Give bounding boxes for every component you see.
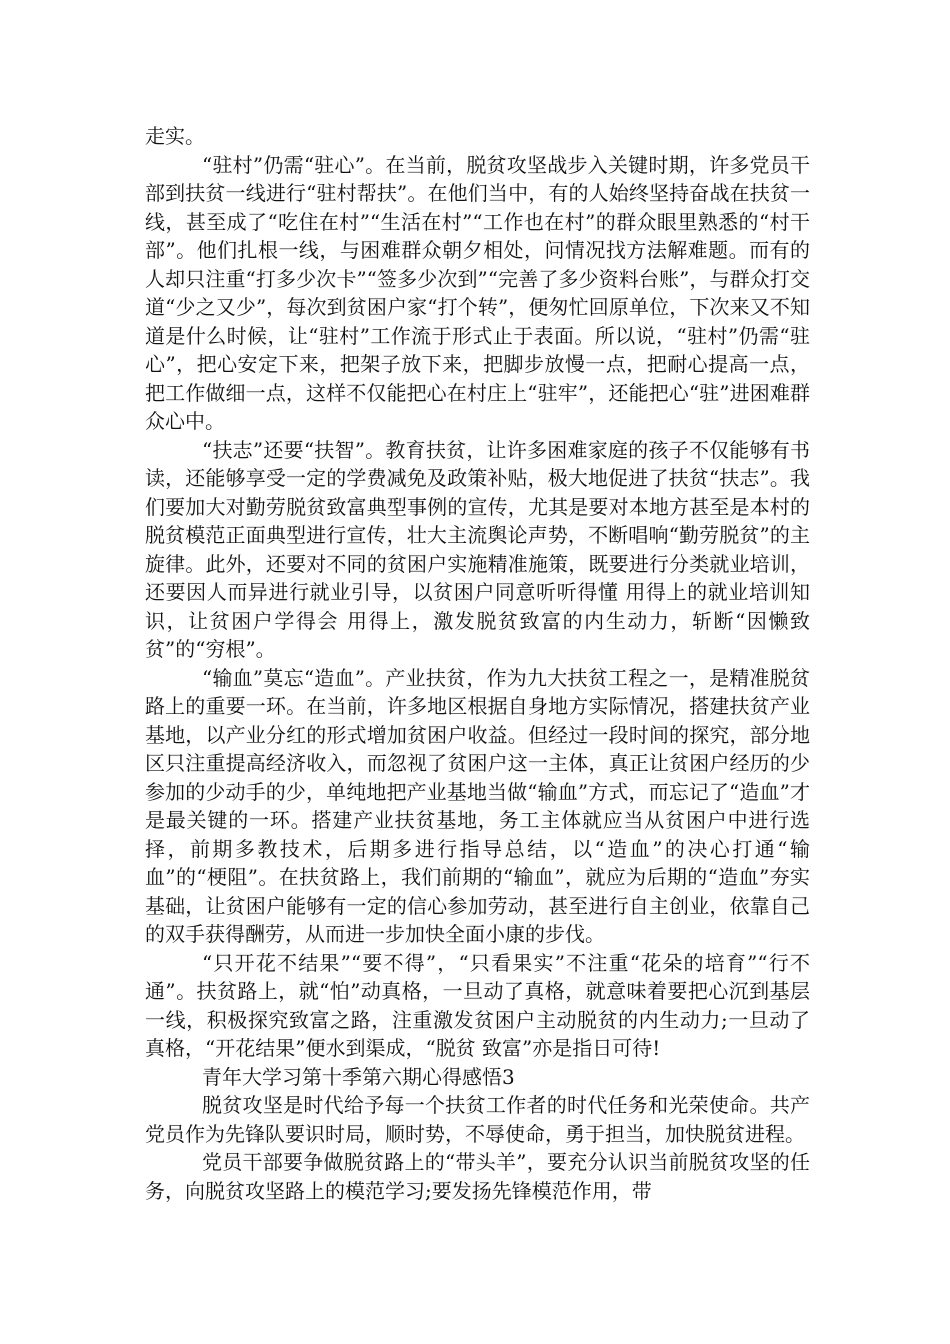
paragraph-kaihua: “只开花不结果”“要不得”，“只看果实”不注重“花朵的培育”“行不通”。扶贫路上，就“怕”动真格，一旦动了真格，就意味着要把心沉到基层一线，积极探究致富之路，注重激发贫困户主动脱贫的内生动力;一旦动了真格，“开花结果”便水到渠成，“脱贫 致富”亦是指日可待!	[145, 950, 810, 1060]
paragraph-continuation: 走实。	[145, 124, 205, 148]
section-heading: 青年大学习第十季第六期心得感悟3	[202, 1064, 515, 1089]
paragraph-zhucun: “驻村”仍需“驻心”。在当前，脱贫攻坚战步入关键时期，许多党员干部到扶贫一线进行“驻村帮扶”。在他们当中，有的人始终坚持奋战在扶贫一线，甚至成了“吃住在村”“生活在村”“工作也在村”的群众眼里熟悉的“村干部”。他们扎根一线，与困难群众朝夕相处，问情况找方法解难题。而有的人却只注重“打多少次卡”“签多少次到”“完善了多少资料台账”，与群众打交道“少之又少”，每次到贫困户家“打个转”，便匆忙回原单位，下次来又不知道是什么时候，让“驻村”工作流于形式止于表面。所以说，“驻村”仍需“驻心”，把心安定下来，把架子放下来，把脚步放慢一点，把耐心提高一点，把工作做细一点，这样不仅能把心在村庄上“驻牢”，还能把心“驻”进困难群众心中。	[145, 152, 810, 433]
paragraph-daitouyang: 党员干部要争做脱贫路上的“带头羊”，要充分认识当前脱贫攻坚的任务，向脱贫攻坚路上的模范学习;要发扬先锋模范作用，带	[145, 1150, 810, 1203]
paragraph-mission: 脱贫攻坚是时代给予每一个扶贫工作者的时代任务和光荣使命。共产党员作为先锋队要识时局，顺时势，不辱使命，勇于担当，加快脱贫进程。	[145, 1093, 810, 1146]
paragraph-fuzhi: “扶志”还要“扶智”。教育扶贫，让许多困难家庭的孩子不仅能够有书读，还能够享受一定的学费减免及政策补贴，极大地促进了扶贫“扶志”。我们要加大对勤劳脱贫致富典型事例的宣传，尤其是要对本地方甚至是本村的脱贫模范正面典型进行宣传，壮大主流舆论声势，不断唱响“勤劳脱贫”的主旋律。此外，还要对不同的贫困户实施精准施策，既要进行分类就业培训，还要因人而异进行就业引导，以贫困户同意听听得懂 用得上的就业培训知识，让贫困户学得会 用得上，激发脱贫致富的内生动力，斩断“因懒致贫”的“穷根”。	[145, 437, 810, 661]
document-body	[145, 122, 810, 1205]
paragraph-shuxue: “输血”莫忘“造血”。产业扶贫，作为九大扶贫工程之一，是精准脱贫路上的重要一环。在当前，许多地区根据自身地方实际情况，搭建扶贫产业基地，以产业分红的形式增加贫困户收益。但经过一段时间的探究，部分地区只注重提高经济收入，而忽视了贫困户这一主体，真正让贫困户经历的少参加的少动手的少，单纯地把产业基地当做“输血”方式，而忘记了“造血”才是最关键的一环。搭建产业扶贫基地，务工主体就应当从贫困户中进行选择，前期多教技术，后期多进行指导总结，以“造血”的决心打通“输血”的“梗阻”。在扶贫路上，我们前期的“输血”，就应为后期的“造血”夯实基础，让贫困户能够有一定的信心参加劳动，甚至进行自主创业，依靠自己的双手获得酬劳，从而进一步加快全面小康的步伐。	[145, 665, 810, 946]
